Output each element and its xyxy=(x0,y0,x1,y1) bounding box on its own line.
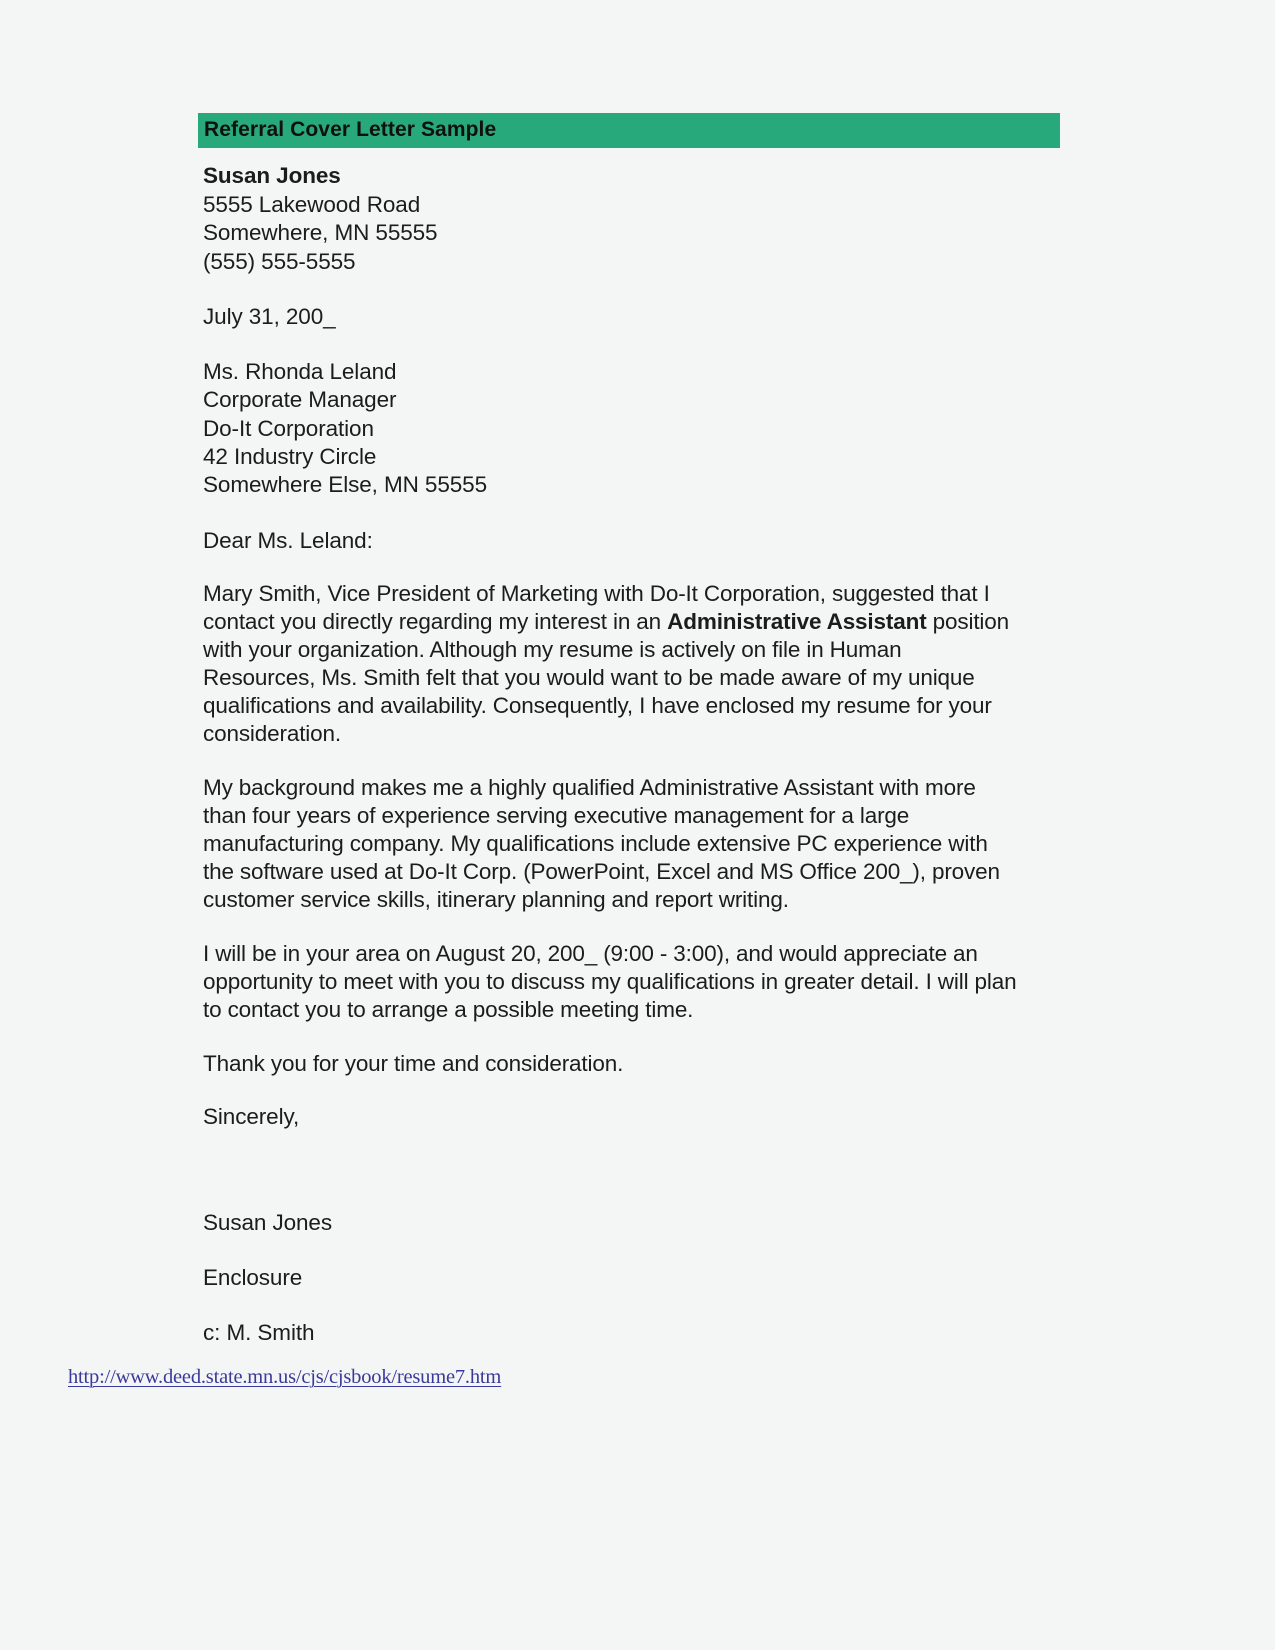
signature-name: Susan Jones xyxy=(203,1209,332,1235)
carbon-copy-notation: c: M. Smith xyxy=(203,1319,315,1345)
body-paragraph-3: I will be in your area on August 20, 200_ (9:00 - 3:00), and would appreciate an opportunity to meet with you to discuss my qualifications in greater detail. I will plan to contact you to arrange a possible meeting time. xyxy=(203,940,1017,1022)
sender-phone: (555) 555-5555 xyxy=(203,248,356,274)
sender-address-block xyxy=(203,162,1023,276)
document-title-banner xyxy=(198,113,1060,148)
recipient-title: Corporate Manager xyxy=(203,387,397,413)
letter-date: July 31, 200_ xyxy=(203,304,336,330)
closing-salutation: Sincerely, xyxy=(203,1103,300,1129)
recipient-company: Do-It Corporation xyxy=(203,415,374,441)
cover-letter-body xyxy=(203,113,1023,1346)
recipient-city-state-zip: Somewhere Else, MN 55555 xyxy=(203,472,487,498)
source-url-link[interactable]: http://www.deed.state.mn.us/cjs/cjsbook/resume7.htm xyxy=(68,1366,502,1388)
paragraph-1-text-after-bold: position with your organization. Although my resume is actively on file in Human Resources, Ms. Smith felt that you would want to be made aware of my unique qualifications and availability. Consequently, I have enclosed my resume for your consideration. xyxy=(203,608,1010,746)
body-paragraph-1 xyxy=(203,580,1018,748)
sender-name: Susan Jones xyxy=(203,163,341,189)
sender-city-state-zip: Somewhere, MN 55555 xyxy=(203,220,438,246)
recipient-name: Ms. Rhonda Leland xyxy=(203,358,397,384)
enclosure-notation: Enclosure xyxy=(203,1264,303,1290)
salutation: Dear Ms. Leland: xyxy=(203,527,373,553)
sender-street-address: 5555 Lakewood Road xyxy=(203,191,421,217)
recipient-street-address: 42 Industry Circle xyxy=(203,443,377,469)
body-paragraph-2: My background makes me a highly qualified Administrative Assistant with more than four years of experience serving executive management for a large manufacturing company. My qualifications include extensive PC experience with the software used at Do-It Corp. (PowerPoint, Excel and MS Office 200_), proven customer service skills, itinerary planning and report writing. xyxy=(203,774,1000,912)
paragraph-1-text-before-bold: Mary Smith, Vice President of Marketing with Do-It Corporation, suggested that I contact you directly regarding my interest in an xyxy=(203,580,990,634)
job-title-bold: Administrative Assistant xyxy=(667,608,927,634)
body-paragraph-4: Thank you for your time and consideration. xyxy=(203,1050,624,1076)
signature-space xyxy=(203,1130,1023,1210)
recipient-address-block xyxy=(203,358,1023,500)
page-title: Referral Cover Letter Sample xyxy=(204,118,497,141)
